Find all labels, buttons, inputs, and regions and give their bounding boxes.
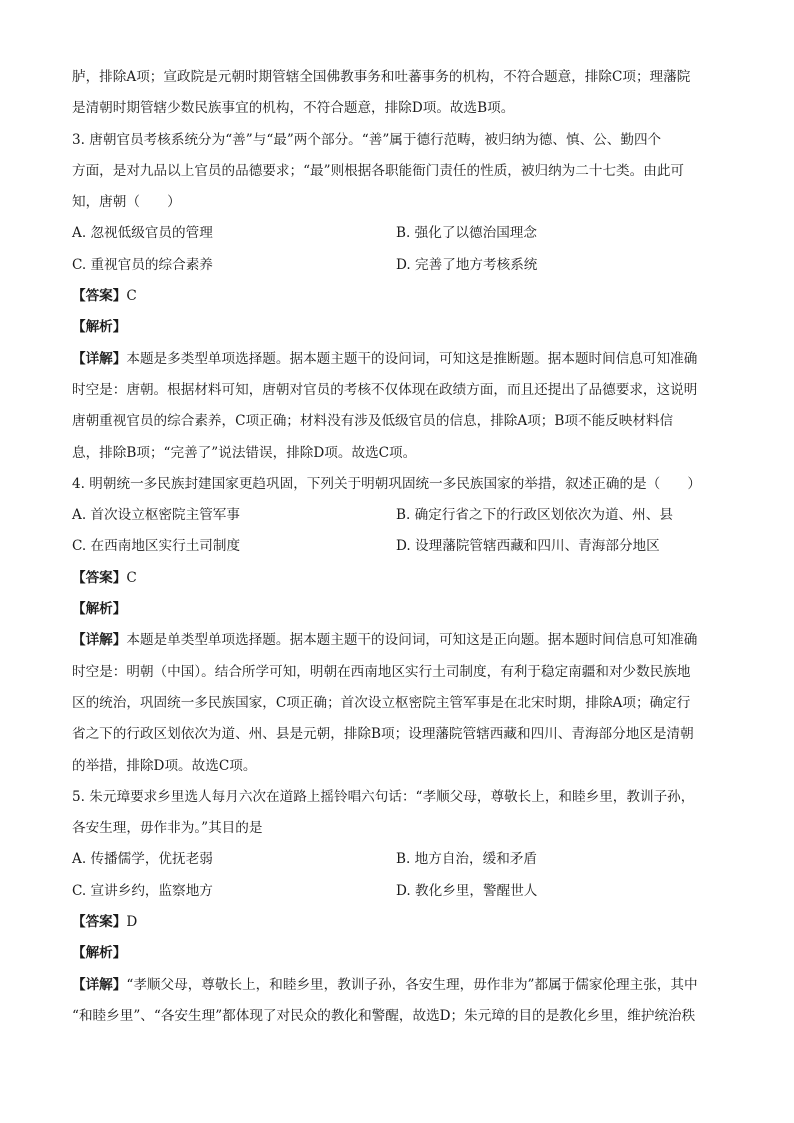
detail-tag: 【详解】 (72, 976, 127, 993)
option-b: B. 强化了以德治国理念 (396, 225, 537, 242)
text-line: 3. 唐朝官员考核系统分为“善”与“最”两个部分。“善”属于德行范畴，被归纳为德、慎、公、勤四个 (72, 131, 662, 148)
detail-explanation (72, 625, 726, 781)
option-a: A. 首次设立枢密院主管军事 (72, 507, 240, 524)
text-line (72, 344, 726, 375)
option-a: A. 忽视低级官员的管理 (72, 225, 213, 242)
text-line: 时空是：明朝（中国）。结合所学可知，明朝在西南地区实行土司制度，有利于稳定南疆和对少数民族地 (72, 663, 691, 680)
text-line (72, 970, 726, 1001)
text-line: 区的统治，巩固统一多民族国家，C项正确；首次设立枢密院主管军事是在北宋时期，排除A项；确定行 (72, 694, 691, 711)
question-stem (72, 125, 726, 219)
answer-tag: 【答案】 (72, 569, 127, 586)
text-line: 各安生理，毋作非为。”其目的是 (72, 820, 263, 837)
question-3 (72, 125, 726, 469)
answer-value: C (126, 288, 137, 305)
options (72, 844, 726, 907)
document-page (72, 62, 726, 1032)
detail-tag: 【详解】 (72, 350, 127, 367)
text-line: 是清朝时期管辖少数民族事宜的机构，不符合题意，排除D项。故选B项。 (72, 100, 515, 117)
text-line: 胪，排除A项；宣政院是元朝时期管辖全国佛教事务和吐蕃事务的机构，不符合题意，排除C项；理藩院 (72, 69, 691, 85)
answer-line (72, 563, 726, 594)
question-4 (72, 469, 726, 782)
text-line: 方面，是对九品以上官员的品德要求；“最”则根据各职能衙门责任的性质，被归纳为二十七类。由此可 (72, 162, 685, 179)
option-b: B. 确定行省之下的行政区划依次为道、州、县 (396, 507, 673, 524)
detail-text: 本题是单类型单项选择题。据本题主题干的设问词，可知这是正向题。据本题时间信息可知准确 (126, 632, 698, 649)
text-line: 息，排除B项；“完善了”说法错误，排除D项。故选C项。 (72, 444, 417, 461)
answer-line (72, 907, 726, 938)
question-stem (72, 782, 726, 845)
answer-value: C (126, 569, 137, 586)
text-line: 4. 明朝统一多民族封建国家更趋巩固，下列关于明朝巩固统一多民族国家的举措，叙述正确的是（ ） (72, 475, 702, 492)
answer-tag: 【答案】 (72, 914, 127, 931)
analysis-tag: 【解析】 (72, 945, 127, 962)
option-d: D. 教化乡里，警醒世人 (396, 882, 538, 899)
text-line: 时空是：唐朝。根据材料可知，唐朝对官员的考核不仅体现在政绩方面，而且还提出了品德要求，这说明 (72, 381, 698, 398)
text-line: “和睦乡里”、“各安生理”都体现了对民众的教化和警醒，故选D；朱元璋的目的是教化乡里，维护统治秩 (72, 1007, 696, 1024)
options (72, 218, 726, 281)
question-stem (72, 469, 726, 500)
option-a: A. 传播儒学，优抚老弱 (72, 851, 213, 868)
text-line: 的举措，排除D项。故选C项。 (72, 757, 257, 774)
detail-text: “孝顺父母，尊敬长上，和睦乡里，教训子孙，各安生理，毋作非为”都属于儒家伦理主张，其中 (126, 976, 698, 993)
option-c: C. 重视官员的综合素养 (72, 256, 213, 273)
text-line: 唐朝重视官员的综合素养，C项正确；材料没有涉及低级官员的信息，排除A项；B项不能反映材料信 (72, 413, 674, 430)
answer-value: D (126, 914, 138, 931)
text-line: 省之下的行政区划依次为道、州、县是元朝，排除B项；设理藩院管辖西藏和四川、青海部分地区是清朝 (72, 726, 694, 743)
text-line: 5. 朱元璋要求乡里选人每月六次在道路上摇铃唱六句话：“孝顺父母，尊敬长上，和睦乡里，教训子孙， (72, 788, 695, 805)
answer-tag: 【答案】 (72, 288, 127, 305)
detail-text: 本题是多类型单项选择题。据本题主题干的设问词，可知这是推断题。据本题时间信息可知准确 (126, 350, 698, 367)
detail-tag: 【详解】 (72, 632, 127, 649)
options (72, 500, 726, 563)
text-line (72, 625, 726, 656)
detail-explanation (72, 344, 726, 469)
question-5 (72, 782, 726, 1032)
text-line: 知，唐朝（ ） (72, 194, 181, 211)
carry-over-explanation (72, 62, 726, 125)
analysis-tag: 【解析】 (72, 319, 127, 336)
analysis-tag: 【解析】 (72, 601, 127, 618)
option-d: D. 完善了地方考核系统 (396, 256, 538, 273)
answer-line (72, 281, 726, 312)
option-c: C. 在西南地区实行土司制度 (72, 538, 241, 555)
detail-explanation (72, 970, 726, 1033)
option-c: C. 宣讲乡约，监察地方 (72, 882, 213, 899)
option-d: D. 设理藩院管辖西藏和四川、青海部分地区 (396, 538, 660, 555)
option-b: B. 地方自治，缓和矛盾 (396, 851, 537, 868)
